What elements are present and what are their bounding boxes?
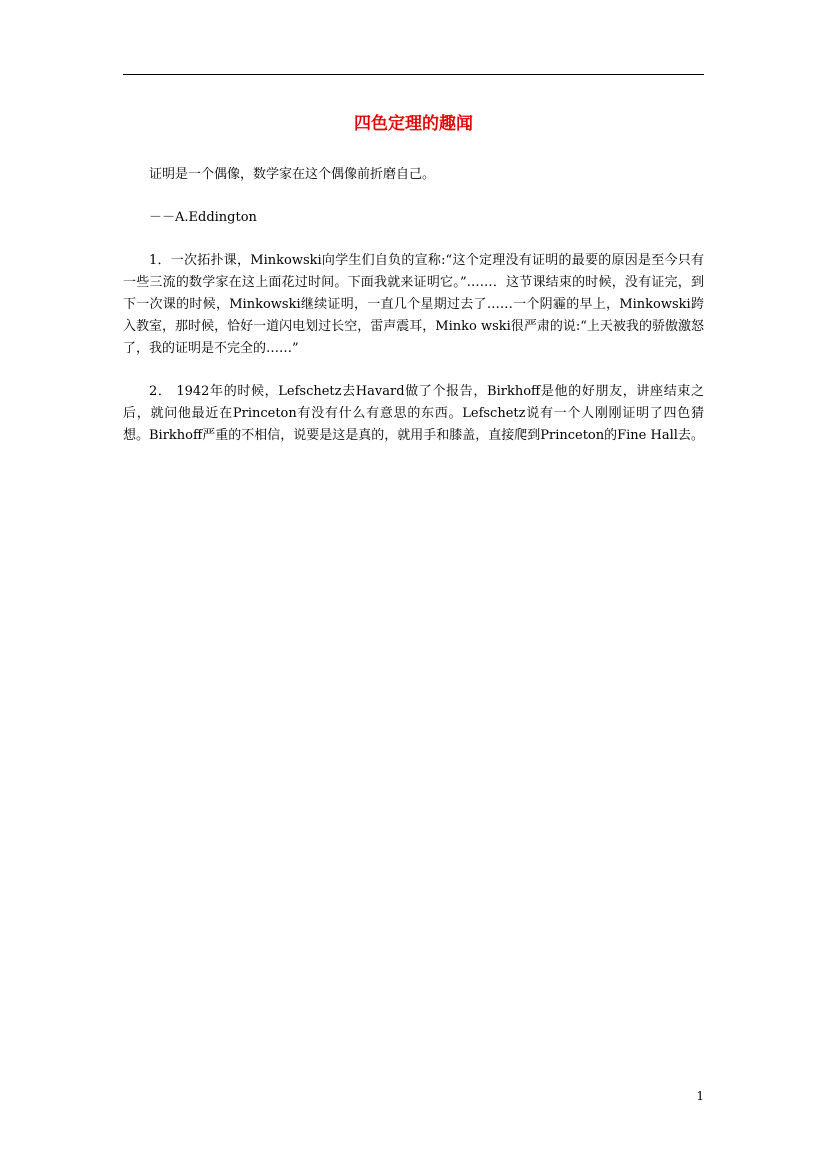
epigraph-quote: 证明是一个偶像，数学家在这个偶像前折磨自己。 xyxy=(149,167,436,182)
document-body xyxy=(123,164,704,447)
paragraph-item-1: 1．一次拓扑课，Minkowski向学生们自负的宣称:“这个定理没有证明的最要的原因是至今只有一些三流的数学家在这上面花过时间。下面我就来证明它。”……．这节课结束的时候，没有证完，到下一次课的时候，Minkowski继续证明，一直几个星期过去了……一个阴霾的早上，Minkowski跨入教室，那时候，恰好一道闪电划过长空，雷声震耳，Minko wski很严肃的说:“上天被我的骄傲激怒了，我的证明是不完全的……” xyxy=(123,253,704,356)
epigraph-attribution: －－A.Eddington xyxy=(149,210,257,225)
page-title: 四色定理的趣闻 xyxy=(354,114,473,134)
page-number: 1 xyxy=(696,1089,704,1103)
paragraph-item-2: 2． 1942年的时候，Lefschetz去Havard做了个报告，Birkhoff是他的好朋友，讲座结束之后，就问他最近在Princeton有没有什么有意思的东西。Lefschetz说有一个人刚刚证明了四色猜想。Birkhoff严重的不相信，说要是这是真的，就用手和膝盖，直接爬到Princeton的Fine Hall去。 xyxy=(123,384,704,443)
header-rule xyxy=(123,74,704,75)
